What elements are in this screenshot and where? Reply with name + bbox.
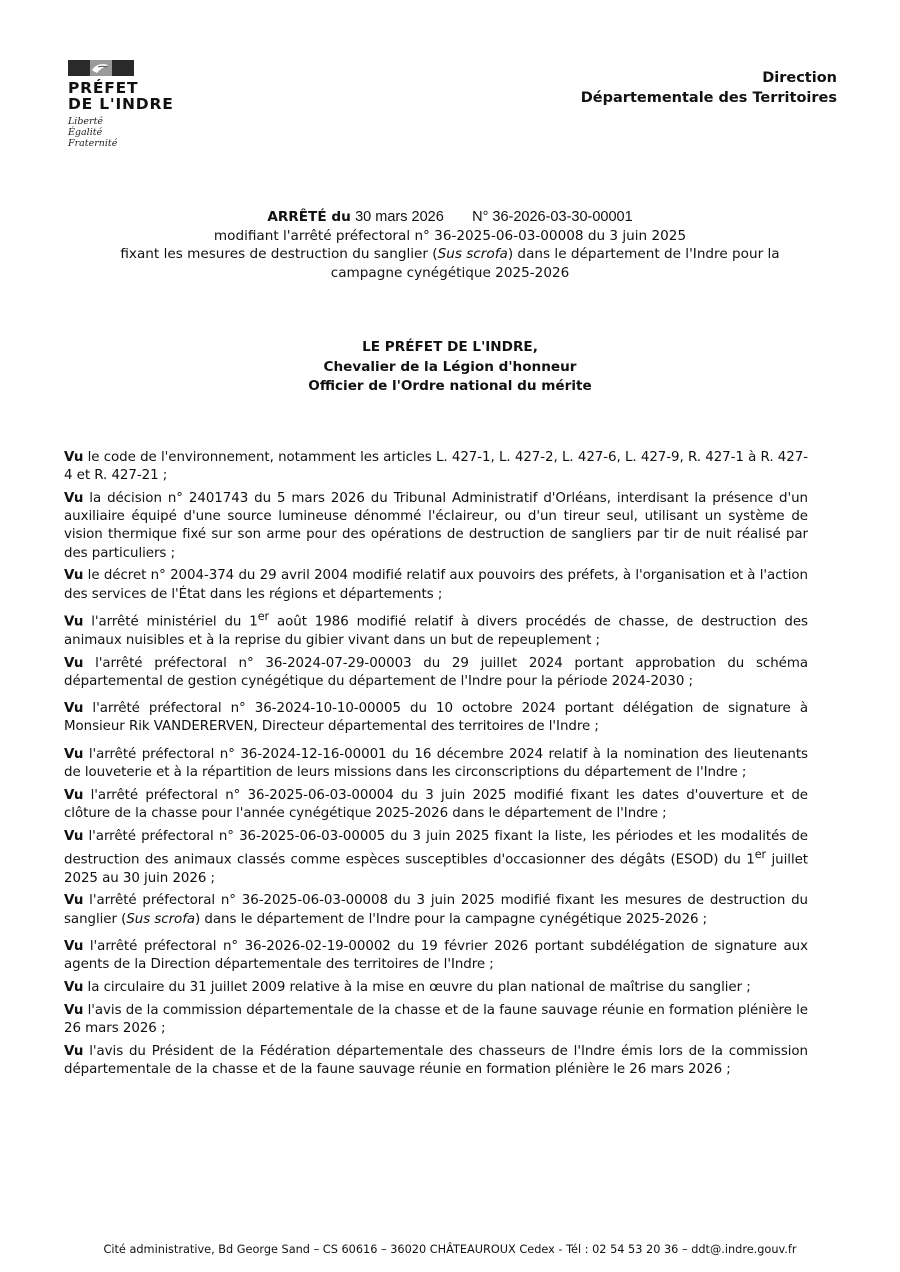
considerations-list [64, 449, 808, 1084]
motto-egalite: Égalité [68, 127, 103, 138]
vu-paragraph [64, 746, 808, 782]
motto-fraternite: Fraternité [68, 138, 118, 149]
vu-superscript: er [754, 847, 767, 861]
vu-text: l'arrêté préfectoral n° 36-2025-06-03-00008 du 3 juin 2025 modifié fixant les mesures de destruction du sanglier ( [64, 893, 808, 927]
motto-liberte: Liberté [68, 116, 104, 127]
prefet-line3: Officier de l'Ordre national du mérite [308, 378, 592, 394]
republic-motto [68, 116, 228, 149]
decree-title-line2: modifiant l'arrêté préfectoral n° 36-2025-06-03-00008 du 3 juin 2025 [213, 227, 687, 244]
vu-paragraph [64, 700, 808, 736]
vu-text: l'arrêté préfectoral n° 36-2026-02-19-00002 du 19 février 2026 portant subdélégation de signature aux agents de la Direction départementale des territoires de l'Indre ; [64, 938, 808, 972]
direction-line2: Départementale des Territoires [580, 90, 837, 106]
vu-paragraph [64, 608, 808, 650]
prefecture-logo [68, 58, 228, 149]
decree-date: 30 mars 2026 [355, 209, 444, 225]
vu-keyword: Vu [64, 828, 84, 844]
logo-text-line2: DE L'INDRE [68, 95, 174, 113]
vu-paragraph [64, 787, 808, 823]
vu-text: l'arrêté préfectoral n° 36-2024-12-16-00001 du 16 décembre 2024 relatif à la nomination des lieutenants de louveterie et à la répartition de leurs missions dans les circonscriptions du département de l'Indre ; [64, 746, 808, 780]
vu-keyword: Vu [64, 746, 84, 762]
vu-keyword: Vu [64, 787, 84, 803]
vu-keyword: Vu [64, 655, 84, 671]
vu-text: l'arrêté préfectoral n° 36-2025-06-03-00005 du 3 juin 2025 fixant la liste, les périodes et les modalités de destruction des animaux classés comme espèces susceptibles d'occasionner des dégâts (ESOD) du 1 [64, 828, 808, 868]
vu-keyword: Vu [64, 938, 84, 954]
vu-keyword: Vu [64, 450, 84, 465]
vu-text: l'arrêté ministériel du 1 [91, 614, 258, 630]
vu-text: juillet 2025 au 30 juin 2026 ; [64, 852, 809, 886]
prefet-heading [60, 338, 840, 397]
decree-title-line1 [60, 208, 840, 227]
prefet-line2: Chevalier de la Légion d'honneur [323, 358, 577, 375]
vu-text: l'avis de la commission départementale de la chasse et de la faune sauvage réunie en formation plénière le 26 mars 2026 ; [64, 1002, 808, 1036]
decree-title-line3 [60, 245, 840, 264]
vu-paragraph [64, 567, 808, 603]
vu-paragraph [64, 490, 808, 563]
vu-text: la circulaire du 31 juillet 2009 relative à la mise en œuvre du plan national de maîtrise du sanglier ; [87, 979, 751, 995]
decree-number: N° 36-2026-03-30-00001 [472, 209, 633, 225]
vu-keyword: Vu [64, 491, 84, 506]
vu-text: ) dans le département de l'Indre pour la campagne cynégétique 2025-2026 ; [195, 911, 708, 927]
vu-text: le décret n° 2004-374 du 29 avril 2004 modifié relatif aux pouvoirs des préfets, à l'organisation et à l'action des services de l'État dans les régions et départements ; [64, 568, 808, 602]
logo-text-line1: PRÉFET [68, 79, 139, 97]
vu-keyword: Vu [64, 701, 84, 717]
vu-keyword: Vu [64, 568, 84, 584]
vu-paragraph [64, 828, 808, 888]
vu-text: l'arrêté préfectoral n° 36-2024-10-10-00005 du 10 octobre 2024 portant délégation de signature à Monsieur Rik VANDERERVEN, Directeur départemental des territoires de l'Indre ; [64, 701, 808, 735]
issuing-direction [581, 68, 837, 108]
vu-species-italic: Sus scrofa [126, 911, 196, 927]
title-line3-after: ) dans le département de l'Indre pour la [507, 246, 780, 262]
vu-paragraph [64, 449, 808, 485]
direction-line1: Direction [762, 70, 837, 86]
vu-keyword: Vu [64, 1043, 84, 1059]
vu-paragraph [64, 1002, 808, 1038]
vu-paragraph [64, 655, 808, 691]
vu-superscript: er [257, 610, 270, 624]
vu-text: l'arrêté préfectoral n° 36-2025-06-03-00004 du 3 juin 2025 modifié fixant les dates d'ouverture et de clôture de la chasse pour l'année cynégétique 2025-2026 dans le département de l'Indre ; [64, 787, 808, 821]
vu-paragraph [64, 938, 808, 974]
vu-keyword: Vu [64, 1002, 84, 1018]
prefet-line1: LE PRÉFET DE L'INDRE, [362, 339, 538, 355]
vu-paragraph [64, 892, 808, 928]
vu-keyword: Vu [64, 979, 84, 995]
decree-title [60, 208, 840, 282]
page-footer-address: Cité administrative, Bd George Sand – CS 60616 – 36020 CHÂTEAUROUX Cedex - Tél : 02 54 53 20 36 – ddt@.indre.gouv.fr [103, 1243, 797, 1256]
vu-keyword: Vu [64, 614, 84, 630]
vu-text: la décision n° 2401743 du 5 mars 2026 du Tribunal Administratif d'Orléans, interdisant la présence d'un auxiliaire équipé d'une source lumineuse dénommé l'éclaireur, ou d'un tireur seul, utilisant un système de vision thermique fixé sur son arme pour des opérations de destruction de sangliers par tir de nuit réalisé par des particuliers ; [64, 491, 808, 561]
vu-paragraph [64, 979, 808, 997]
decree-label: ARRÊTÉ du [267, 209, 351, 225]
title-line3-before: fixant les mesures de destruction du sanglier ( [120, 246, 438, 262]
vu-paragraph [64, 1043, 808, 1079]
vu-text: août 1986 modifié relatif à divers procédés de chasse, de destruction des animaux nuisibles et à la reprise du gibier vivant dans un but de repeuplement ; [64, 614, 808, 649]
title-line3-species: Sus scrofa [437, 246, 508, 262]
vu-text: l'arrêté préfectoral n° 36-2024-07-29-00003 du 29 juillet 2024 portant approbation du schéma départemental de gestion cynégétique du département de l'Indre pour la période 2024-2030 ; [64, 655, 808, 690]
vu-text: le code de l'environnement, notamment les articles L. 427-1, L. 427-2, L. 427-6, L. 427-9, R. 427-1 à R. 427-4 et R. 427-21 ; [64, 450, 808, 484]
vu-keyword: Vu [64, 893, 84, 909]
vu-text: l'avis du Président de la Fédération départementale des chasseurs de l'Indre émis lors de la commission départementale de la chasse et de la faune sauvage réunie en formation plénière le 26 mars 2026 ; [64, 1043, 808, 1077]
marianne-flag-icon [68, 58, 134, 78]
decree-title-line4: campagne cynégétique 2025-2026 [330, 264, 570, 281]
